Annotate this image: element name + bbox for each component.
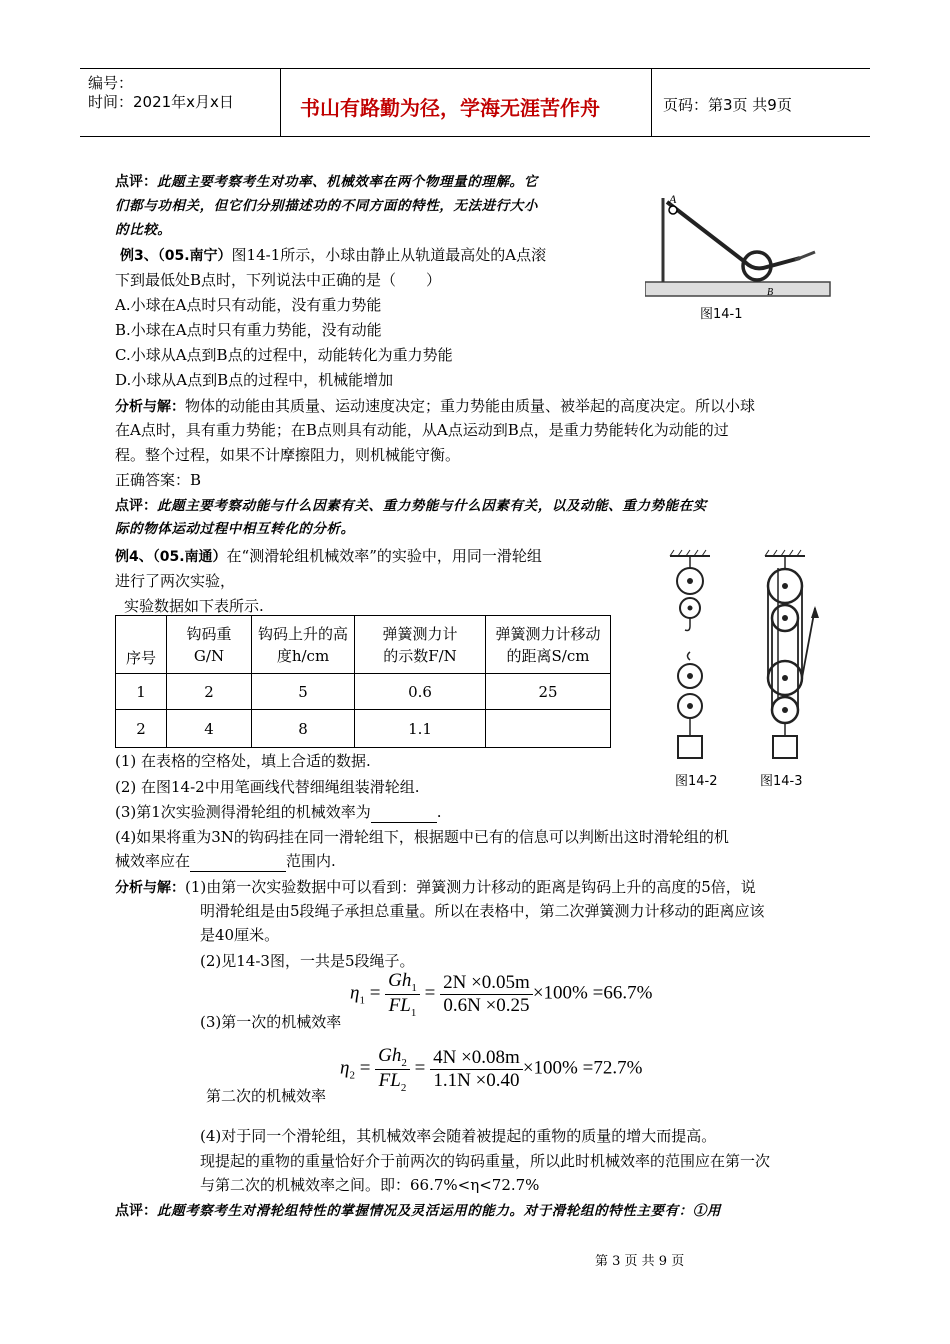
header-divider-left (280, 68, 281, 136)
table-cell-blank[interactable] (486, 710, 611, 748)
example-text: 下到最低处B点时，下列说法中正确的是（ ） (115, 271, 442, 289)
example-label: 例4、（05.南通） (115, 549, 227, 565)
analysis-text: (1)由第一次实验数据中可以看到：弹簧测力计移动的距离是钩码上升的高度的5倍，说 (185, 878, 756, 896)
point-a-label: A (669, 192, 677, 206)
header-divider-right (651, 68, 652, 136)
analysis-text: 物体的动能由其质量、运动速度决定；重力势能由质量、被举起的高度决定。所以小球 (185, 397, 756, 415)
question-1: (1) 在表格的空格处，填上合适的数据. (115, 752, 371, 770)
formula-efficiency-2: $\eta_2$ = $\frac{Gh_2}{FL_2}$ = $\frac{4N \times 0.08m}{1.1N \times 0.40}$ ×100% =72.7% (340, 1045, 643, 1094)
track-curve (667, 202, 800, 268)
figure-caption: 图14-3 (760, 774, 803, 789)
review-line: 际的物体运动过程中相互转化的分析。 (115, 521, 355, 537)
table-header-cell: 钩码上升的高 度h/cm (252, 616, 355, 674)
review-label: 点评： (115, 174, 157, 190)
table-cell: 25 (486, 674, 611, 710)
table-header-cell: 弹簧测力计 的示数F/N (355, 616, 486, 674)
analysis-text: 与第二次的机械效率之间。即：66.7%<η<72.7% (200, 1176, 540, 1194)
analysis-text: (2)见14-3图，一共是5段绳子。 (200, 952, 415, 970)
answer: 正确答案：B (115, 471, 202, 489)
review-line: 们都与功相关，但它们分别描述功的不同方面的特性，无法进行大小 (115, 198, 538, 214)
table-cell: 2 (167, 674, 252, 710)
analysis-text: (4)对于同一个滑轮组，其机械效率会随着被提起的重物的质量的增大而提高。 (200, 1127, 717, 1145)
question-2: (2) 在图14-2中用笔画线代替细绳组装滑轮组. (115, 778, 420, 796)
example-text: 在“测滑轮组机械效率”的实验中，用同一滑轮组 (226, 547, 542, 565)
data-table (115, 615, 611, 748)
review-line: 此题主要考察动能与什么因素有关、重力势能与什么因素有关，以及动能、重力势能在实 (157, 498, 707, 514)
answer-blank[interactable] (371, 802, 437, 823)
review-line: 此题主要考察考生对功率、机械效率在两个物理量的理解。它 (157, 174, 538, 190)
header-bottom-rule (80, 136, 870, 137)
point-b-label: B (767, 287, 774, 298)
page-footer: 第 3 页 共 9 页 (595, 1254, 685, 1269)
table-header-cell: 钩码重 G/N (167, 616, 252, 674)
option-c: C.小球从A点到B点的过程中，动能转化为重力势能 (115, 346, 453, 364)
analysis-label: 分析与解： (115, 399, 185, 415)
table-cell: 8 (252, 710, 355, 748)
pulley-set-14-2 (670, 550, 710, 758)
answer-blank[interactable] (190, 851, 286, 872)
table-cell: 0.6 (355, 674, 486, 710)
analysis-text: 第二次的机械效率 (206, 1087, 327, 1105)
header-top-rule (80, 68, 870, 69)
table-cell: 4 (167, 710, 252, 748)
table-intro: 实验数据如下表所示. (124, 597, 264, 615)
formula-efficiency-1: $\eta_1$ = $\frac{Gh_1}{FL_1}$ = $\frac{2N \times 0.05m}{0.6N \times 0.25}$ ×100% =66.7% (350, 970, 653, 1019)
review-label: 点评： (115, 1203, 157, 1219)
ball (669, 206, 677, 214)
review-line: 此题考察考生对滑轮组特性的掌握情况及灵活运用的能力。对于滑轮组的特性主要有：①用 (157, 1203, 721, 1219)
table-header-cell: 弹簧测力计移动 的距离S/cm (486, 616, 611, 674)
analysis-text: 在A点时，具有重力势能；在B点则具有动能，从A点运动到B点，是重力势能转化为动能的过 (115, 421, 729, 439)
example-label: 例3、（05.南宁） (120, 248, 232, 264)
question-3: (3)第1次实验测得滑轮组的机械效率为 . (115, 803, 442, 821)
table-row (116, 674, 611, 710)
pulley-set-14-3 (765, 550, 819, 758)
option-b: B.小球在A点时只有重力势能，没有动能 (115, 321, 382, 339)
table-row (116, 710, 611, 748)
review-label: 点评： (115, 498, 157, 514)
header-page: 页码：第3页 共9页 (663, 96, 792, 114)
table-cell: 1.1 (355, 710, 486, 748)
track-base (645, 282, 830, 296)
header-date: 时间：2021年x月x日 (88, 93, 234, 111)
question-4: (4)如果将重为3N的钩码挂在同一滑轮组下，根据题中已有的信息可以判断出这时滑轮组的机 (115, 828, 729, 846)
analysis-label: 分析与解： (115, 880, 185, 896)
analysis-text: 现提起的重物的重量恰好介于前两次的钩码重量，所以此时机械效率的范围应在第一次 (200, 1152, 771, 1170)
analysis-text: 程。整个过程，如果不计摩擦阻力，则机械能守衡。 (115, 446, 461, 464)
review-line: 的比较。 (115, 222, 172, 238)
example-text: 图14-1所示，小球由静止从轨道最高处的A点滚 (231, 246, 547, 264)
figure-14-2-14-3 (665, 548, 840, 768)
table-cell: 5 (252, 674, 355, 710)
table-header-cell: 序号 (116, 616, 167, 674)
table-cell: 1 (116, 674, 167, 710)
analysis-text: 是40厘米。 (200, 926, 280, 944)
table-header-row (116, 616, 611, 674)
figure-caption: 图14-1 (700, 307, 743, 322)
header-id: 编号： (88, 74, 134, 92)
option-d: D.小球从A点到B点的过程中，机械能增加 (115, 371, 394, 389)
header-motto: 书山有路勤为径，学海无涯苦作舟 (300, 96, 600, 120)
track-end (795, 252, 815, 260)
example-text: 进行了两次实验， (115, 572, 236, 590)
option-a: A.小球在A点时只有动能，没有重力势能 (115, 296, 382, 314)
analysis-text: 明滑轮组是由5段绳子承担总重量。所以在表格中，第二次弹簧测力计移动的距离应该 (200, 902, 765, 920)
question-4-cont: 械效率应在 范围内. (115, 852, 336, 870)
figure-caption: 图14-2 (675, 774, 718, 789)
table-cell: 2 (116, 710, 167, 748)
analysis-text: (3)第一次的机械效率 (200, 1013, 342, 1031)
